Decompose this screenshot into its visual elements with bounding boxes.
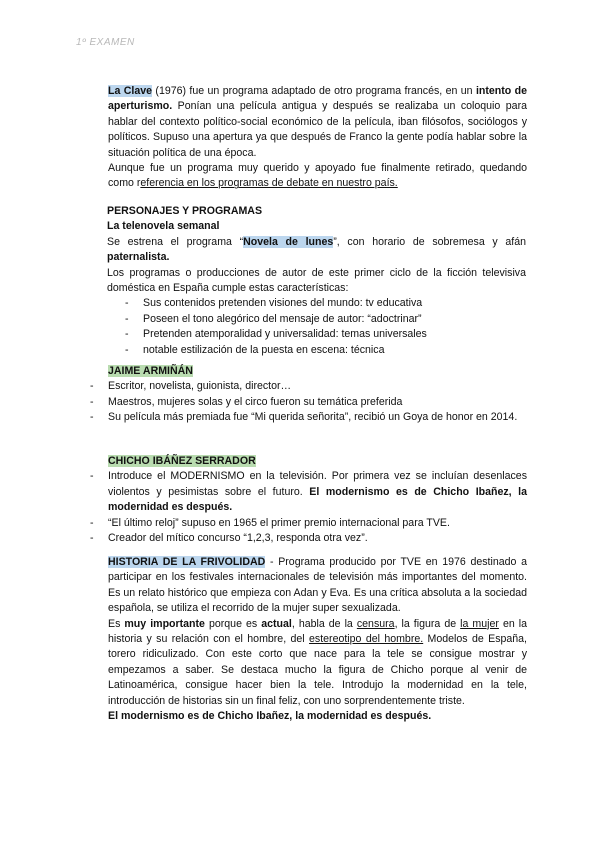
clave-text-1: (1976) fue un programa adaptado de otro programa francés, en un (152, 85, 476, 97)
historia-text: porque es (204, 617, 262, 630)
page-header: 1º EXAMEN (76, 37, 135, 48)
list-item: - Creador del mítico concurso “1,2,3, responda otra vez”. (108, 531, 527, 546)
arminan-heading: JAIME ARMIÑÁN (108, 365, 193, 377)
historia-bold: muy importante (124, 617, 205, 630)
list-item (108, 469, 527, 515)
historia-text-1: - Programa producido por TVE en 1976 destinado a participar en los festivales internacionales de televisión más importantes del momento. Es un relato histórico que empieza con Adan y Eva. Es una crítica absoluta a la sociedad española, se utiliza el recorrido de la mujer super sexualizada. (108, 556, 528, 615)
historia-section (108, 555, 527, 724)
historia-bold: actual (261, 617, 292, 630)
list-item: - “El último reloj” supuso en 1965 el primer premio internacional para TVE. (108, 516, 527, 531)
telenovela-bold: paternalista. (107, 251, 170, 264)
telenovela-paragraph-2: Los programas o producciones de autor de este primer ciclo de la ficción televisiva doméstica en España cumple estas características: (107, 266, 526, 295)
novela-lunes-title: Novela de lunes (243, 235, 334, 248)
historia-underline: la mujer (460, 617, 499, 630)
clave-paragraph-2 (108, 161, 527, 192)
historia-underline: censura (356, 617, 395, 630)
chicho-item-bold: El modernismo es de Chicho Ibañez, la modernidad es después. (108, 485, 527, 514)
historia-paragraph-2 (108, 617, 527, 709)
historia-text: en la historia y su relación con el hombre, del (108, 617, 528, 646)
list-item: - Escritor, novelista, guionista, director… (108, 379, 527, 394)
historia-text: , la figura de (394, 617, 461, 630)
clave-p2-text: Aunque fue un programa muy querido y apoyado fue finalmente retirado, quedando como r (108, 162, 527, 190)
historia-text: , habla de la (291, 617, 357, 630)
list-item: - Maestros, mujeres solas y el circo fueron su temática preferida (108, 395, 527, 410)
caracteristicas-list (143, 296, 526, 358)
clave-bold-1: intento de aperturismo. (108, 85, 528, 113)
telenovela-subheading: La telenovela semanal (107, 220, 220, 233)
chicho-item-text: Introduce el MODERNISMO en la televisión. Por primera vez se incluían desenlaces violentos y pesimistas sobre el futuro. (108, 470, 527, 498)
clave-paragraph (108, 84, 527, 161)
list-item: - Sus contenidos pretenden visiones del mundo: tv educativa (143, 296, 526, 311)
historia-text: Es (108, 617, 125, 630)
list-item: - Poseen el tono alegórico del mensaje de autor: “adoctrinar” (143, 312, 526, 327)
chicho-heading: CHICHO IBÁÑEZ SERRADOR (108, 455, 256, 467)
telenovela-text-2: ”, con horario de sobremesa y afán (333, 235, 526, 248)
historia-final: El modernismo es de Chicho Ibañez, la modernidad es después. (108, 710, 432, 723)
clave-section (108, 84, 527, 192)
arminan-section (108, 364, 527, 426)
list-item: - Su película más premiada fue “Mi querida señorita”, recibió un Goya de honor en 2014. (108, 410, 527, 425)
clave-text-2: Ponían una película antigua y después se realizaba un coloquio para hablar del contexto político-social económico de la película, iban filósofos, sociólogos y políticos. Supuso una apertura ya que después de Franco la gente podía hablar sobre la situación política de una época. (108, 100, 527, 159)
historia-heading: HISTORIA DE LA FRIVOLIDAD (108, 556, 266, 568)
list-item: - Pretenden atemporalidad y universalidad: temas universales (143, 327, 526, 342)
clave-p2-underline: eferencia en los programas de debate en nuestro país. (140, 177, 398, 190)
list-item: - notable estilización de la puesta en escena: técnica (143, 343, 526, 358)
personajes-heading: PERSONAJES Y PROGRAMAS (107, 205, 263, 217)
clave-title: La Clave (108, 85, 153, 97)
chicho-list (108, 469, 527, 546)
chicho-section (108, 454, 527, 546)
personajes-section (107, 204, 526, 358)
arminan-list (108, 379, 527, 425)
historia-text: Modelos de España, torero ridiculizado. Con este corto que nace para la tele se consigue mostrar y empezamos a saber. Se destaca mucho la figura de Chicho porque al venir de Latinoamérica, consigue hacer bien la tele. Introdujo la modernidad en la tele, introducción de historias sin un final feliz, con uno sorprendentemente triste. (108, 633, 527, 707)
telenovela-paragraph (107, 235, 526, 266)
historia-underline: estereotipo del hombre. (309, 633, 424, 646)
telenovela-text-1: Se estrena el programa “ (107, 235, 244, 248)
historia-paragraph (108, 555, 527, 617)
